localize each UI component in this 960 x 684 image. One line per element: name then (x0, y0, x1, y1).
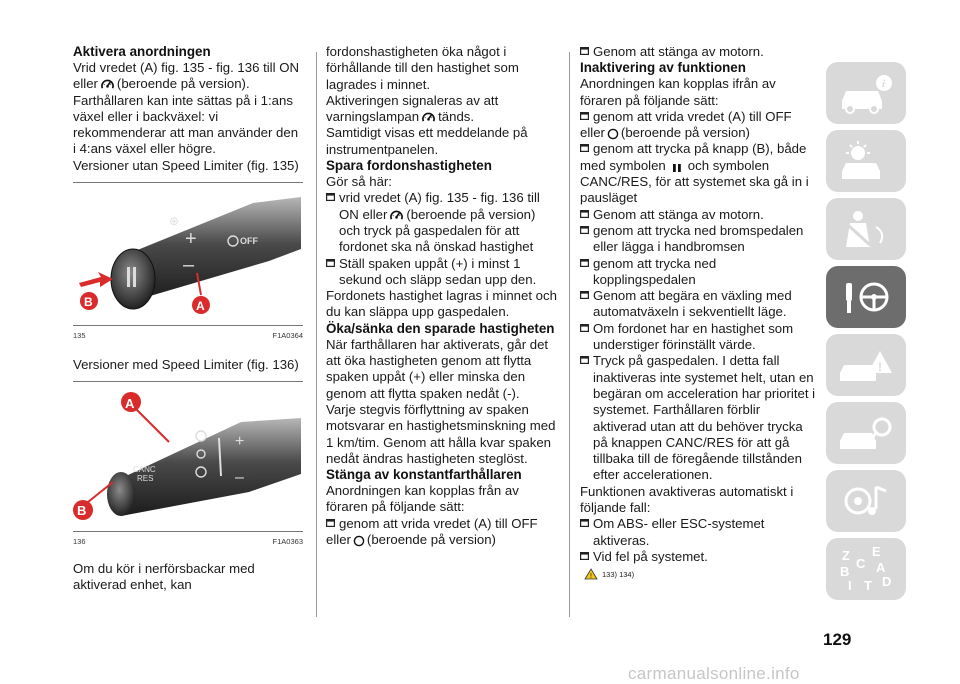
checkbox-icon (580, 552, 589, 560)
text-driver-disconnect: Anordningen kan kopplas ifrån av föraren på följande sätt: (580, 76, 776, 108)
speedometer-icon (421, 111, 436, 124)
chapter-sidebar (826, 62, 908, 606)
svg-text:E: E (872, 544, 881, 559)
alphabet-index-icon (836, 544, 896, 594)
multimedia-icon (836, 479, 896, 523)
speedometer-icon (389, 209, 404, 222)
checkbox-icon (580, 144, 589, 152)
stalk-illustration-135 (73, 183, 303, 321)
chapter-tab-lights[interactable] (826, 130, 906, 192)
svg-text:A: A (876, 560, 886, 575)
heading-save-speed: Spara fordonshastigheten (326, 158, 492, 174)
checkbox-icon (326, 519, 335, 527)
steering-wheel-key-icon (836, 275, 896, 319)
figure-136 (73, 381, 303, 531)
heading-turn-off: Stänga av konstantfarthållaren (326, 467, 522, 483)
warning-refs: ! 133) 134) (580, 567, 816, 583)
text-or-ring: eller (beroende på version) (326, 532, 496, 548)
svg-text:+: + (185, 228, 197, 251)
text-or-version: eller (beroende på version). (73, 76, 250, 92)
list-item: Ställ spaken uppåt (+) i minst 1 sekund och släpp sedan upp den. (326, 256, 560, 289)
text-step-desc: Varje stegvis förflyttning av spaken motsvarar en hastighetsminskning med 1 km/tim. Genom att hålla kvar spaken nedåt ändras hastigheten steglöst. (326, 401, 556, 466)
marker-b-136: B (77, 502, 87, 518)
car-info-icon (836, 71, 896, 115)
car-warning-icon (836, 343, 896, 387)
column-1 (73, 44, 303, 593)
svg-text:i: i (882, 78, 886, 90)
text-with-limiter: Versioner med Speed Limiter (fig. 136) (73, 356, 299, 372)
marker-b-135: B (84, 295, 93, 310)
chapter-tab-index[interactable] (826, 538, 906, 600)
text-speed-stored: Fordonets hastighet lagras i minnet och du kan släppa upp gaspedalen. (326, 288, 557, 320)
marker-a-135: A (196, 299, 205, 314)
checkbox-icon (580, 226, 589, 234)
text-inc-dec-desc: När farthållaren har aktiverats, går det att öka hastigheten genom att flytta spaken uppåt (+) eller minska den genom att flytta spaken nedåt (-). (326, 336, 549, 401)
marker-a-136: A (125, 395, 135, 411)
text-warning-lamp: Aktiveringen signaleras av att varningslampan tänds. (326, 92, 499, 125)
checkbox-icon (580, 324, 589, 332)
canc-label: CANC (133, 464, 156, 474)
chapter-tab-dashboard[interactable] (826, 62, 906, 124)
ring-icon (607, 128, 619, 140)
checkbox-icon (580, 519, 589, 527)
list-item: genom att trycka på knapp (B), både (580, 141, 816, 157)
figure-135 (73, 182, 303, 325)
svg-text:D: D (882, 574, 892, 589)
column-3 (580, 44, 816, 584)
list-item: Genom att stänga av motorn. (580, 207, 816, 223)
pause-icon (672, 163, 682, 173)
svg-text:!: ! (878, 360, 882, 374)
figure-135-caption: 135 F1A0364 (73, 325, 303, 344)
heading-deactivation: Inaktivering av funktionen (580, 60, 746, 76)
text-without-limiter: Versioner utan Speed Limiter (fig. 135) (73, 157, 299, 173)
car-lights-icon (836, 139, 896, 183)
text-speed-increase: fordonshastigheten öka något i förhållande till den hastighet som lagrades i minnet. (326, 44, 519, 92)
checkbox-icon (580, 291, 589, 299)
stalk-illustration-136 (73, 382, 303, 527)
text-disconnect: Anordningen kan kopplas från av föraren på följande sätt: (326, 483, 519, 515)
list-item: Vid fel på systemet. (580, 549, 816, 565)
speedometer-icon (100, 78, 115, 91)
text-turn-knob: Vrid vredet (A) fig. 135 - fig. 136 till ON (73, 60, 299, 75)
checkbox-icon (326, 259, 335, 267)
figure-136-caption: 136 F1A0363 (73, 531, 303, 550)
svg-text:C: C (856, 556, 866, 571)
chapter-tab-driving[interactable] (826, 266, 906, 328)
list-item: Genom att stänga av motorn. (580, 44, 816, 60)
list-item: genom att trycka ned bromspedalen eller lägga i handbromsen (580, 223, 816, 256)
watermark: carmanualsonline.info (628, 664, 800, 683)
text-gear-advice: Farthållaren kan inte sättas på i 1:ans växel eller i backväxel: vi rekommenderar att man använder den i 4:ans växel eller högre. (73, 92, 299, 157)
checkbox-icon (580, 259, 589, 267)
car-service-icon (836, 411, 896, 455)
checkbox-icon (580, 210, 589, 218)
text-auto-deactivate: Funktionen avaktiveras automatiskt i följande fall: (580, 483, 794, 516)
chapter-tab-safety[interactable] (826, 198, 906, 260)
seatbelt-icon (836, 207, 896, 251)
svg-text:I: I (848, 578, 852, 593)
warning-triangle-icon (584, 568, 598, 580)
heading-inc-dec: Öka/sänka den sparade hastigheten (326, 320, 555, 336)
checkbox-icon (580, 112, 589, 120)
list-item: Om ABS- eller ESC-systemet aktiveras. (580, 516, 816, 549)
svg-text:!: ! (590, 573, 592, 581)
list-item: genom att vrida vredet (A) till OFF (580, 109, 816, 125)
svg-text:+: + (235, 432, 245, 450)
ring-icon (353, 535, 365, 547)
text-or-ring: eller (beroende på version) (580, 125, 750, 141)
chapter-tab-maintenance[interactable] (826, 402, 906, 464)
text-message-shown: Samtidigt visas ett meddelande på instrumentpanelen. (326, 125, 528, 157)
list-item: Tryck på gaspedalen. I detta fall inaktiveras inte systemet helt, utan en begäran om acceleration har prioritet i systemet. Farthållaren förblir aktiverad utan att du behöver trycka på knappen CANC/RES för att gå tillbaka till de föregående tillstånden efter accelerationen. (580, 353, 816, 483)
chapter-tab-emergency[interactable] (826, 334, 906, 396)
list-item: Om fordonet har en hastighet som understiger förinställt värde. (580, 321, 816, 354)
svg-text:Z: Z (842, 548, 850, 563)
list-item: genom att vrida vredet (A) till OFF (326, 516, 560, 532)
checkbox-icon (326, 193, 335, 201)
page-number: 129 (823, 630, 852, 649)
list-item: Genom att begära en växling med automatväxeln i sekventiellt läge. (580, 288, 816, 321)
column-2 (326, 44, 560, 548)
svg-text:B: B (840, 564, 850, 579)
text-symbol-pause: med symbolen och symbolen CANC/RES, för att systemet ska gå in i pausläget (580, 157, 809, 206)
heading-activate: Aktivera anordningen (73, 44, 211, 59)
checkbox-icon (580, 356, 589, 364)
svg-text:T: T (864, 578, 872, 593)
chapter-tab-multimedia[interactable] (826, 470, 906, 532)
text-do-this: Gör så här: (326, 174, 392, 190)
text-downhill: Om du kör i nerförsbackar med aktiverad enhet, kan (73, 560, 255, 592)
svg-text:–: – (235, 468, 244, 486)
svg-text:–: – (183, 254, 195, 277)
res-label: RES (137, 473, 154, 483)
off-label: OFF (240, 236, 258, 247)
list-item: genom att trycka ned kopplingspedalen (580, 256, 816, 289)
svg-text:⊕: ⊕ (169, 214, 180, 229)
checkbox-icon (580, 47, 589, 55)
list-item: vrid vredet (A) fig. 135 - fig. 136 till ON eller (beroende på version) och tryck på gaspedalen för att fordonet ska nå önskad hastighet (326, 190, 560, 255)
